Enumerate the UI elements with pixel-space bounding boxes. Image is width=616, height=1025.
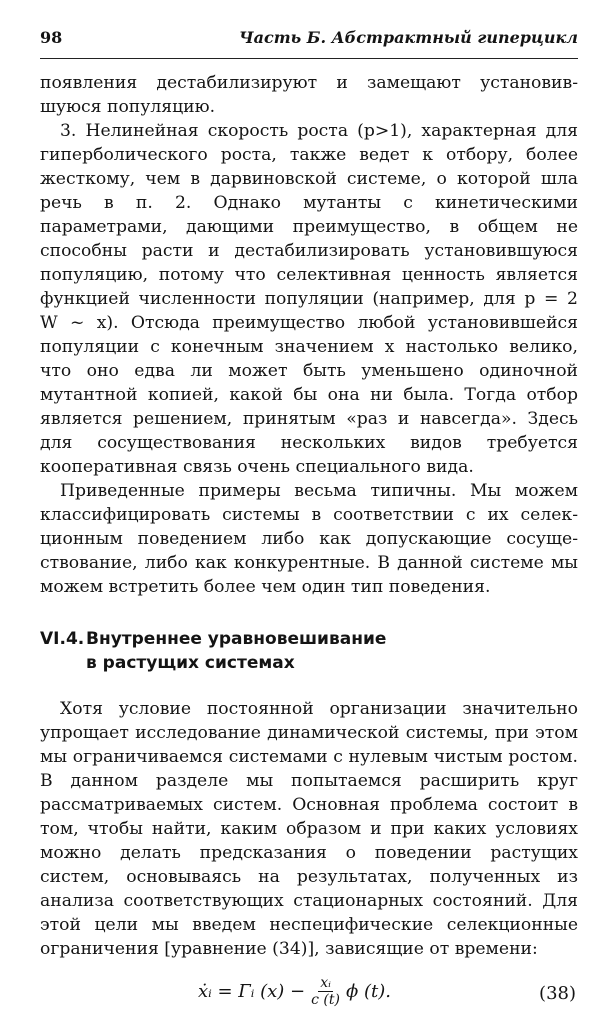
header-rule — [40, 58, 578, 59]
paragraph-continuation: появления дестабилизируют и замещают установившуюся популяцию. — [40, 73, 578, 117]
page-header — [40, 28, 578, 50]
equation-fraction — [311, 975, 340, 1008]
equation-rhs: ϕ (t). — [345, 981, 391, 1002]
section-heading-line1 — [40, 627, 578, 651]
equation-number: (38) — [539, 983, 576, 1004]
paragraph-growing-systems: Хотя условие постоянной организации значительно упрощает исследование динамической системы, при этом мы ограничиваемся системами с нулевым чистым ростом. В данном разделе мы попытаемся расширить круг рассматриваемых систем. Основная проблема состоит в том, чтобы найти, каким образом и при каких условиях можно делать предсказания о поведении растущих систем, основываясь на результатах, полученных из анализа соответствующих стационарных состояний. Для этой цели мы введем неспецифические селекционные ограничения [уравнение (34)], зависящие от времени: — [40, 699, 578, 959]
section-title-line2: в растущих системах — [86, 653, 295, 673]
paragraph-examples: Приведенные примеры весьма типичны. Мы можем классифицировать системы в соответствии с их селекционным поведением либо как допускающие сосуществование, либо как конкурентные. В данной системе мы можем встретить более чем один тип поведения. — [40, 481, 578, 597]
running-title: Часть Б. Абстрактный гиперцикл — [239, 28, 578, 47]
fraction-denominator: c (t) — [311, 992, 340, 1008]
equation-body — [198, 975, 391, 1008]
equation-38 — [40, 971, 578, 1025]
section-heading — [40, 627, 578, 675]
section-number: VI.4. — [40, 629, 85, 649]
fraction-numerator: xᵢ — [320, 975, 331, 991]
page-number: 98 — [40, 28, 63, 47]
paragraph-item-3: 3. Нелинейная скорость роста (p>1), характерная для гиперболического роста, также ведет к отбору, более жесткому, чем в дарвиновской системе, о которой шла речь в п. 2. Однако мутанты с кинетическими параметрами, дающими преимущество, в общем не способны расти и дестабилизировать установившуюся популяцию, потому что селективная ценность является функцией численности популяции (например, для p = 2 W ~ x). Отсюда преимущество любой установившейся популяции с конечным значением x настолько велико, что оно едва ли может быть уменьшено одиночной мутантной копией, какой бы она ни была. Тогда отбор является решением, принятым «раз и навсегда». Здесь для сосуществования нескольких видов требуется кооперативная связь очень специального вида. — [40, 121, 578, 477]
equation-lhs: ẋᵢ = Γᵢ (x) − — [198, 981, 306, 1002]
section-title-line1: Внутреннее уравновешивание — [86, 629, 387, 649]
page — [40, 28, 578, 1025]
